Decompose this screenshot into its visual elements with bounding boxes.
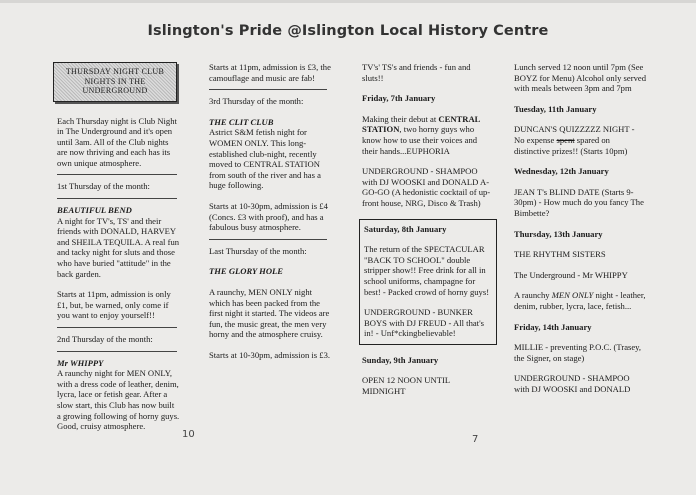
archive-header: Islington's Pride @Islington Local History Centre (147, 23, 549, 39)
banner-line-3: UNDERGROUND (82, 86, 148, 95)
column-2 (209, 62, 335, 360)
column-4 (514, 62, 646, 394)
mr-whippy-title: Mr WHIPPY (57, 357, 104, 368)
third-thursday-label: 3rd Thursday of the month: (209, 96, 304, 107)
beautiful-bend-title: BEAUTIFUL BEND (57, 205, 132, 216)
clit-club-description: Astrict S&M fetish night for WOMEN ONLY. This long-established club-night, recently moved to CENTRAL STATION from south of the river and has a huge following. (209, 127, 321, 191)
glory-hole-title: THE GLORY HOLE (209, 266, 284, 277)
thursday-13-act: THE RHYTHM SISTERS (514, 249, 606, 260)
sunday-9-description: OPEN 12 NOON UNTIL MIDNIGHT (362, 375, 450, 397)
friday-7-underground: UNDERGROUND - SHAMPOO with DJ WOOSKI and DONALD A-GO-GO (A hedonistic cocktail of up-front house, NRG, Disco & Trash) (362, 166, 491, 208)
friday-7-description: Making their debut at CENTRAL STATION, two horny guys who know how to use their voices and their hands...EUPHORIA (362, 113, 480, 156)
beautiful-bend-description: A night for TV's, TS' and their friends with DONALD, HARVEY and SHEILA TEQUILA. A real fun and tacky night for sluts and those who have buried "attitude" in the back garden. (57, 215, 180, 279)
wednesday-12-description: JEAN T's BLIND DATE (Starts 9-30pm) - How much do you fancy The Bimbette? (514, 186, 644, 218)
handwritten-page-number-left: 10 (182, 429, 195, 440)
friday-14-heading: Friday, 14th January (514, 321, 592, 332)
divider (57, 174, 177, 175)
lunch-info: Lunch served 12 noon until 7pm (See BOYZ for Menu) Alcohol only served with meals between 3pm and 7pm (514, 62, 646, 94)
mr-whippy-entry: Starts at 11pm, admission is £3, the camouflage and music are fab! (209, 62, 331, 83)
club-nights-intro: Each Thursday night is Club Night in The Underground and it's open until 3am. All of the Club nights are now thriving and each has its own unique atmosphere. (57, 115, 177, 168)
saturday-8-underground: UNDERGROUND - BUNKER BOYS with DJ FREUD - All that's in! - Unf*ckingbelievable! (364, 307, 484, 339)
clit-club-entry: Starts at 10-30pm, admission is £4 (Concs. £3 with proof), and has a fabulous busy atmosphere. (209, 200, 328, 233)
banner-line-1: THURSDAY NIGHT CLUB (65, 67, 165, 76)
column-1 (57, 62, 180, 432)
clit-club-title: THE CLIT CLUB (209, 116, 274, 127)
handwritten-page-number-right: 7 (472, 434, 479, 445)
wednesday-12-heading: Wednesday, 12th January (514, 166, 609, 177)
second-thursday-label: 2nd Thursday of the month: (57, 334, 153, 344)
beautiful-bend-entry: Starts at 11pm, admission is only £1, but, be warned, only come if you want to enjoy yourself!! (57, 289, 171, 321)
saturday-8-description: The return of the SPECTACULAR "BACK TO SCHOOL" double stripper show!! Free drink for all in school uniforms, champagne for best! - Packed crowd of horny guys! (364, 244, 490, 297)
thursday-13-heading: Thursday, 13th January (514, 228, 603, 239)
friday-7-heading: Friday, 7th January (362, 93, 436, 104)
thursday-13-description: A raunchy MEN ONLY night - leather, denim, rubber, lycra, lace, fetish... (514, 290, 646, 311)
divider (209, 89, 327, 90)
saturday-8-heading: Saturday, 8th January (364, 223, 447, 234)
club-nights-banner (53, 62, 177, 102)
divider (57, 198, 177, 199)
tuesday-11-heading: Tuesday, 11th January (514, 103, 597, 114)
divider (209, 239, 327, 240)
sunday-9-heading: Sunday, 9th January (362, 354, 439, 365)
mr-whippy-description: A raunchy night for MEN ONLY, with a dress code of leather, denim, lycra, lace or fetish gear. After a slow start, this Club has now built a growing following of horny guys. Good, cruisy atmosphere. (57, 368, 180, 432)
column-3 (362, 62, 494, 397)
last-thursday-label: Last Thursday of the month: (209, 245, 307, 256)
continued-text: TV's' TS's and friends - fun and sluts!! (362, 62, 471, 83)
first-thursday-label: 1st Thursday of the month: (57, 181, 150, 192)
saturday-highlight-box (359, 219, 497, 345)
friday-14-description: MILLIE - preventing P.O.C. (Trasey, the Signer, on stage) (514, 342, 642, 363)
glory-hole-description: A raunchy, MEN ONLY night which has been packed from the first night it started. The videos are fun, the music great, the men very horny and the atmosphere cruisy. (209, 286, 330, 340)
thursday-13-underground: The Underground - Mr WHIPPY (514, 269, 628, 280)
divider (57, 351, 177, 352)
glory-hole-entry: Starts at 10-30pm, admission is £3. (209, 349, 331, 360)
friday-14-underground: UNDERGROUND - SHAMPOO with DJ WOOSKI and DONALD (514, 373, 631, 394)
tuesday-11-description: DUNCAN'S QUIZZZZZ NIGHT - No expense spent spared on distinctive prizes!! (Starts 10pm) (514, 124, 635, 156)
banner-line-2: NIGHTS IN THE (84, 76, 146, 86)
divider (57, 327, 177, 328)
